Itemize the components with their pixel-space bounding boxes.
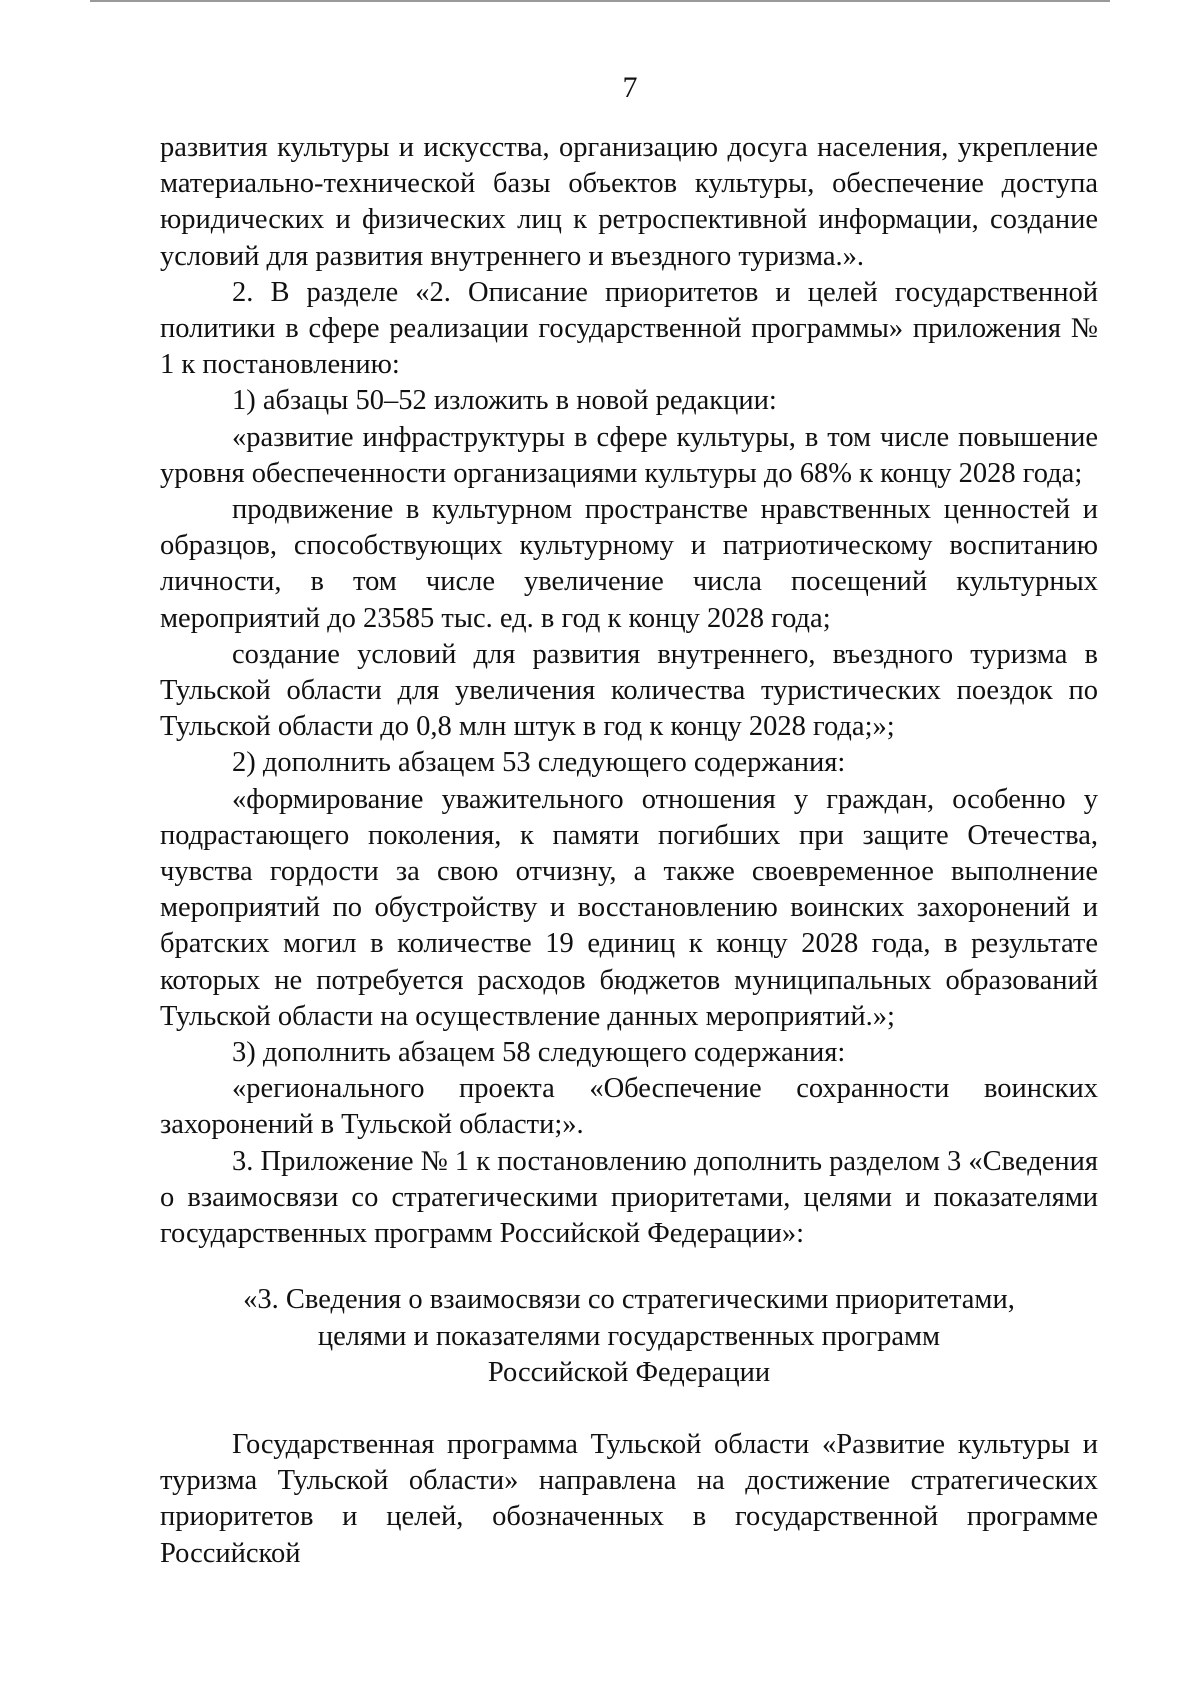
paragraph-subitem-2: 2) дополнить абзацем 53 следующего содержания: [232, 747, 846, 779]
paragraph-quote-infrastructure: «развитие инфраструктуры в сфере культуры, в том числе повышение уровня обеспеченности организациями культуры до 68% к концу 2028 года; [160, 421, 1098, 489]
paragraph-quote-tourism: создание условий для развития внутреннего, въездного туризма в Тульской области для увеличения количества туристических поездок по Тульской области до 0,8 млн штук в год к концу 2028 года;»; [160, 638, 1098, 743]
document-body [160, 130, 1098, 1572]
section-heading-line-1: «3. Сведения о взаимосвязи со стратегическими приоритетами, [243, 1284, 1015, 1316]
section-heading-line-2: целями и показателями государственных программ [317, 1320, 941, 1352]
section-heading [160, 1282, 1098, 1391]
paragraph-item-2: 2. В разделе «2. Описание приоритетов и целей государственной политики в сфере реализации государственной программы» приложения № 1 к постановлению: [160, 276, 1098, 381]
paragraph-quote-memory: «формирование уважительного отношения у граждан, особенно у подрастающего поколения, к памяти погибших при защите Отечества, чувства гордости за свою отчизну, а также своевременное выполнение мероприятий по обустройству и восстановлению воинских захоронений и братских могил в количестве 19 единиц к концу 2028 года, в результате которых не потребуется расходов бюджетов муниципальных образований Тульской области на осуществление данных мероприятий.»; [160, 783, 1098, 1032]
paragraph-subitem-3: 3) дополнить абзацем 58 следующего содержания: [232, 1037, 846, 1069]
paragraph-quote-values: продвижение в культурном пространстве нравственных ценностей и образцов, способствующих культурному и патриотическому воспитанию личности, в том числе увеличение числа посещений культурных мероприятий до 23585 тыс. ед. в год к концу 2028 года; [160, 494, 1098, 634]
paragraph-quote-project: «регионального проекта «Обеспечение сохранности воинских захоронений в Тульской области;». [160, 1073, 1098, 1141]
page-number: 7 [622, 71, 638, 104]
paragraph-subitem-1: 1) абзацы 50–52 изложить в новой редакции: [232, 385, 777, 417]
paragraph-item-3: 3. Приложение № 1 к постановлению дополнить разделом 3 «Сведения о взаимосвязи со стратегическими приоритетами, целями и показателями государственных программ Российской Федерации»: [160, 1145, 1098, 1250]
scan-top-edge [90, 0, 1110, 2]
paragraph-continuation: развития культуры и искусства, организацию досуга населения, укрепление материально-технической базы объектов культуры, обеспечение доступа юридических и физических лиц к ретроспективной информации, создание условий для развития внутреннего и въездного туризма.». [160, 132, 1098, 272]
paragraph-state-program: Государственная программа Тульской области «Развитие культуры и туризма Тульской области» направлена на достижение стратегических приоритетов и целей, обозначенных в государственной программе Российской [160, 1428, 1098, 1569]
section-heading-line-3: Российской Федерации [487, 1356, 771, 1388]
